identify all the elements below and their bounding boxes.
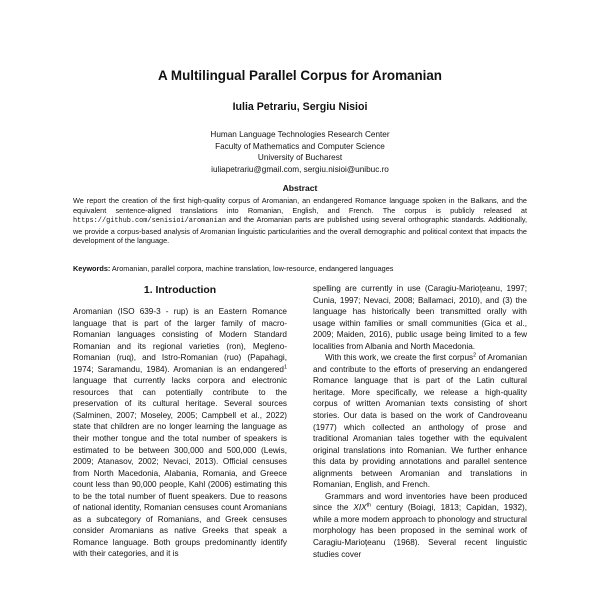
paper-title: A Multilingual Parallel Corpus for Aromanian <box>158 68 442 83</box>
keywords-list: Aromanian, parallel corpora, machine translation, low-resource, endangered languages <box>110 264 394 273</box>
affiliation-line: Human Language Technologies Research Center <box>210 130 390 139</box>
paragraph-text: With this work, we create the first corpus <box>325 353 474 363</box>
paragraph-text: Aromanian (ISO 639-3 - rup) is an Eastern Romance language that is part of the larger family of macro-Romanian languages consisting of Modern Standard Romanian and its regional varieties (ron), Megleno-Romanian (ruq), and Istro-Romanian (ruo) (Papahagi, 1974; Saramandu, 1984). Aromanian is an endangered <box>73 307 287 374</box>
paragraph-text: Grammars and word inventories have been produced since the <box>313 491 527 513</box>
footnote-marker[interactable]: 1 <box>283 364 287 370</box>
keywords-label: Keywords: <box>73 264 111 273</box>
paragraph: spelling are currently in use (Caragiu-Marioţeanu, 1997; Cunia, 1997; Nevaci, 2008; Ballamaci, 2010), and (3) the language has historically been transmitted orally with usage within families or small communities (Gica et al., 2009; Maiden, 2016), public usage being limited to a few localities from Albania and North Macedonia. <box>313 284 527 351</box>
abstract-text <box>73 196 527 246</box>
footnote-marker[interactable]: 2 <box>473 352 477 359</box>
abstract-part: We report the creation of the first high-quality corpus of Aromanian, an endangered Romance language spoken in the Balkans, and the equivalent sentence-aligned translations into Romanian, English, and French. The corpus is publicly released at <box>73 196 527 215</box>
abstract-part: and the Aromanian parts are published using several orthographic standards. Additionally, we provide a corpus-based analysis of Aromanian linguistic particularities and the overall demographic and political context that impacts the development of the language. <box>73 215 527 246</box>
affiliation-block <box>0 129 600 175</box>
century-numeral: XIX <box>353 503 367 513</box>
left-column <box>73 306 287 560</box>
paragraph <box>313 491 527 560</box>
abstract-heading: Abstract <box>282 183 318 193</box>
paragraph <box>313 352 527 491</box>
affiliation-line: Faculty of Mathematics and Computer Science <box>215 141 385 151</box>
affiliation-line: University of Bucharest <box>257 153 343 162</box>
paragraph <box>73 306 287 560</box>
paper-authors: Iulia Petrariu, Sergiu Nisioi <box>232 101 368 113</box>
author-emails: iuliapetrariu@gmail.com, sergiu.nisioi@unibuc.ro <box>211 164 389 174</box>
corpus-url-link[interactable]: https://github.com/senisioi/aromanian <box>73 217 226 226</box>
ordinal-suffix: th <box>366 502 372 509</box>
paragraph-text: of Aromanian and contribute to the efforts of preserving an endangered Romance language that is part of the Latin cultural heritage. More specifically, we release a high-quality corpus of written Aromanian texts consisting of short stories. Our data is based on the work of Candroveanu (1977) which collected an anthology of prose and traditional Aromanian tales together with the equivalent original translations into Romanian. We further enhance this data by providing annotations and parallel sentence alignments between Aromanian and translations in Romanian, English, and French. <box>313 353 527 490</box>
right-column <box>313 283 527 560</box>
keywords-line <box>73 264 527 274</box>
paragraph-text: century (Boiagi, 1813; Capidan, 1932), while a more modern approach to phonology and structural morphology has been proposed in the seminal work of Caragiu-Marioţeanu (1968). Several recent linguistic studies cover <box>313 503 527 559</box>
section-heading-introduction: 1. Introduction <box>143 285 217 296</box>
paragraph-text: language that currently lacks corpora and electronic resources that can potentially contribute to the preservation of its cultural heritage. Several sources (Salminen, 2007; Moseley, 2005; Campbell et al., 2022) state that children are no longer learning the language as their mother tongue and the total number of speakers is estimated to be between 300,000 and 500,000 (Lewis, 2009; Atanasov, 2002; Nevaci, 2013). Official censuses from North Macedonia, Alabania, Romania, and Greece count less than 90,000 people, Kahl (2006) estimating this to be the total number of fluent speakers. Due to reasons of national identity, Romanian censuses count Aromanians as a subcategory of Romanians, and Greek censuses consider Aromanians as native Greeks that speak a Romance language. Both groups predominantly identify with their categories, and it is <box>73 376 287 559</box>
